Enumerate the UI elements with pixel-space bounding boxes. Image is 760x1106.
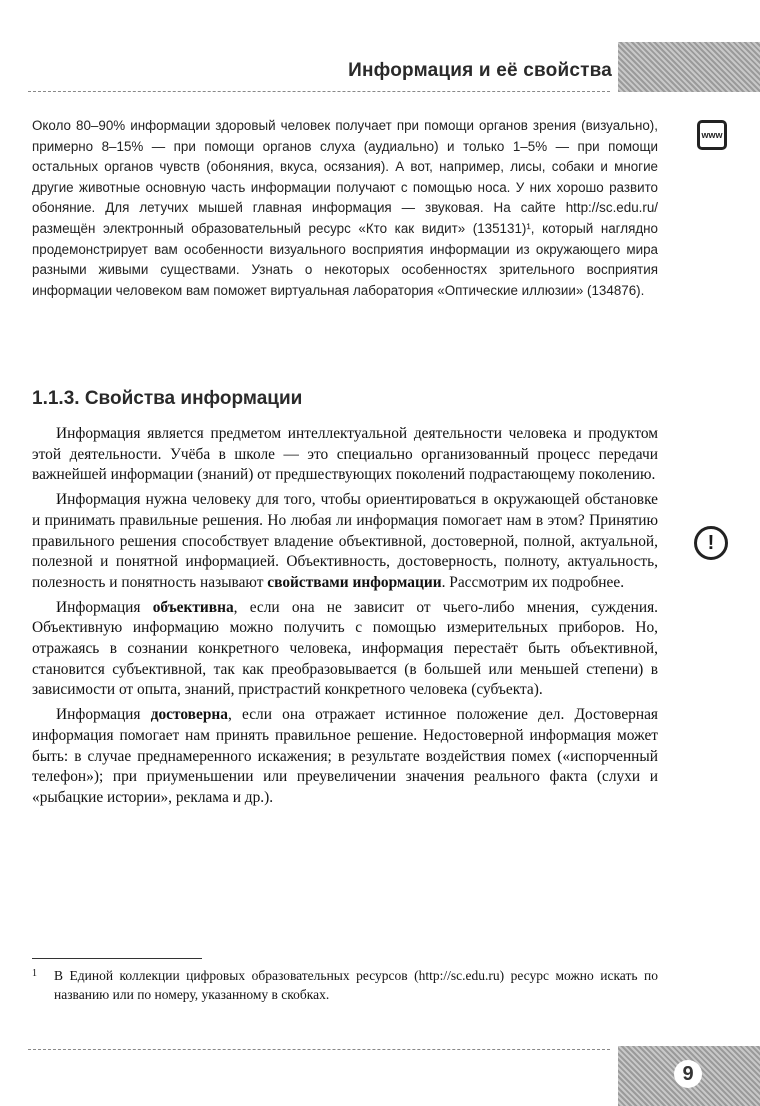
footnote (32, 966, 658, 1004)
footnote-text: В Единой коллекции цифровых образовательных ресурсов (http://sc.edu.ru) ресурс можно искать по названию или по номеру, указанному в скобках. (54, 968, 658, 1002)
paragraph-3: Информация объективна, если она не зависит от чьего-либо мнения, суждения. Объективную информацию можно получить с помощью измерительных приборов. Но, отражаясь в сознании конкретного человека, информация перестаёт быть объективной, становится субъективной, так как преобразовывается (в большей или меньшей степени) в зависимости от опыта, знаний, пристрастий конкретного человека (субъекта). (32, 598, 658, 699)
page-number: 9 (674, 1060, 702, 1088)
bold-term: свойствами информации (267, 573, 442, 591)
main-text (32, 424, 658, 813)
footer-divider (28, 1049, 610, 1050)
sidebar-info-paragraph: Около 80–90% информации здоровый человек получает при помощи органов зрения (визуально), примерно 8–15% — при помощи органов слуха (аудиально) и только 1–5% — при помощи остальных органов чувств (обоняния, вкуса, осязания). А вот, например, лисы, собаки и многие другие животные основную часть информации получают с помощью носа. У них хорошо развито обоняние. Для летучих мышей главная информация — звуковая. На сайте http://sc.edu.ru/ размещён электронный образовательный ресурс «Кто как видит» (135131)¹, который наглядно продемонстрирует вам особенности визуального восприятия информации из окружающего мира разными живыми существами. Узнать о некоторых особенностях зрительного восприятия информации человеком вам поможет виртуальная лаборатория «Оптические иллюзии» (134876). (32, 118, 658, 298)
attention-icon: ! (694, 526, 728, 560)
footnote-number: 1 (32, 968, 37, 979)
header-divider (28, 91, 610, 92)
www-icon: www (697, 120, 727, 150)
header-tab-decoration (618, 42, 760, 92)
running-header-title: Информация и её свойства (348, 60, 612, 81)
paragraph-2: Информация нужна человеку для того, чтобы ориентироваться в окружающей обстановке и принимать правильные решения. Но любая ли информация помогает нам в этом? Принятию правильного решения способствует владение объективной, достоверной, полной, актуальной, полезной и понятной информацией. Объективность, достоверность, полноту, актуальность, полезность и понятность называют свойствами информации. Рассмотрим их подробнее. (32, 491, 658, 591)
paragraph-4: Информация достоверна, если она отражает истинное положение дел. Достоверная информация помогает нам принять правильное решение. Недостоверной информация может быть: в случае преднамеренного искажения; в результате воздействия помех («испорченный телефон»); при приуменьшении или преувеличении значения реального факта (слухи и «рыбацкие истории», реклама и др.). (32, 706, 658, 806)
paragraph-1: Информация является предметом интеллектуальной деятельности человека и продуктом этой деятельности. Учёба в школе — это специально организованный процесс передачи важнейшей информации (знаний) от предшествующих поколений подрастающему поколению. (32, 425, 658, 484)
bold-term: объективна (152, 598, 234, 616)
bold-term: достоверна (150, 706, 228, 724)
footnote-divider (32, 958, 202, 959)
section-heading: 1.1.3. Свойства информации (32, 388, 303, 409)
